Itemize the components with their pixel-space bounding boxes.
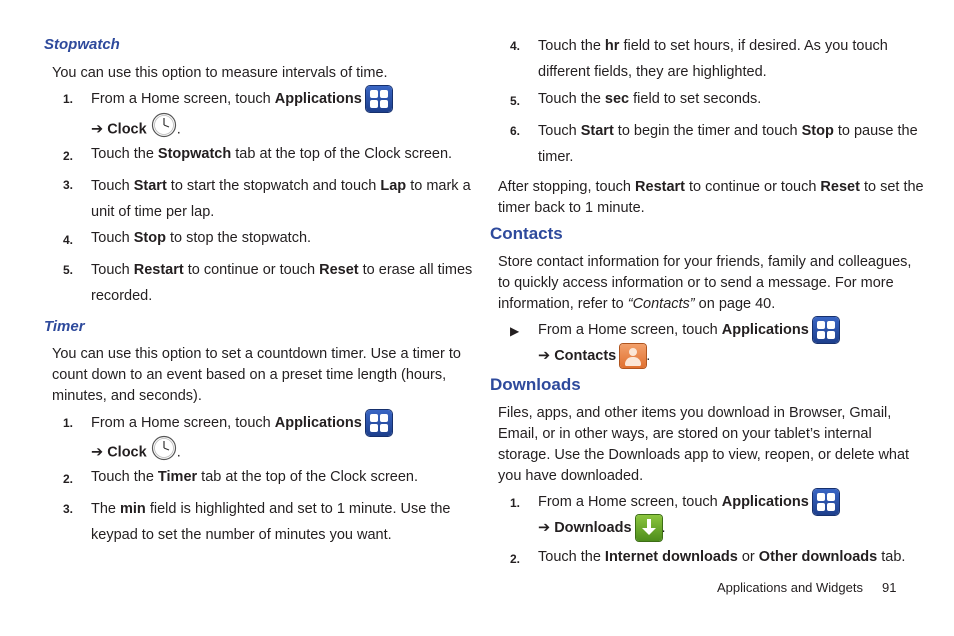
applications-icon [813, 317, 839, 343]
timer-heading: Timer [44, 318, 85, 335]
step-text: From a Home screen, touch Applications [538, 317, 839, 343]
step-number: 2. [510, 552, 521, 566]
step-number: 4. [510, 39, 521, 53]
step-text: Touch the sec field to set seconds. [538, 91, 762, 107]
step-number: 2. [63, 472, 74, 486]
step-number: 3. [63, 178, 74, 192]
step-sub: ➔ Downloads . [538, 515, 666, 541]
step-text: From a Home screen, touch Applications [91, 410, 392, 436]
bullet-icon: ▶ [510, 324, 520, 338]
step-number: 2. [63, 149, 74, 163]
step-text: The min field is highlighted and set to 1 minute. Use the keypad to set the number of minutes you want. [91, 501, 451, 543]
contacts-heading: Contacts [490, 224, 563, 243]
step-text: Touch Start to begin the timer and touch Stop to pause the timer. [538, 123, 918, 165]
stopwatch-intro: You can use this option to measure intervals of time. [52, 65, 388, 81]
applications-icon [366, 410, 392, 436]
downloads-icon [636, 515, 662, 541]
step-text: Touch the Internet downloads or Other downloads tab. [538, 549, 906, 565]
step-sub: ➔ Contacts . [538, 343, 650, 369]
step-text: Touch Restart to continue or touch Reset to erase all times recorded. [91, 262, 473, 304]
page-number: 91 [882, 580, 897, 595]
contacts-icon [620, 344, 646, 368]
step-number: 5. [510, 94, 521, 108]
step-text: Touch Start to start the stopwatch and touch Lap to mark a unit of time per lap. [91, 178, 471, 220]
step-number: 6. [510, 124, 521, 138]
clock-icon [151, 435, 177, 470]
applications-icon [813, 489, 839, 515]
step-text: From a Home screen, touch Applications [91, 86, 392, 112]
footer-section-title: Applications and Widgets [717, 580, 863, 595]
step-sub: ➔ Clock . [91, 112, 181, 138]
clock-icon [151, 112, 177, 147]
step-text: Touch the Timer tab at the top of the Clock screen. [91, 469, 419, 485]
step-number: 5. [63, 263, 74, 277]
downloads-intro: Files, apps, and other items you download in Browser, Gmail, Email, or in other ways, are stored on your tablet’s internal storage. Use the Downloads app to view, reopen, or delete what you have downloaded. [498, 405, 910, 484]
step-sub: ➔ Clock . [91, 435, 181, 461]
step-text: Touch the hr field to set hours, if desired. As you touch different fields, they are highlighted. [538, 38, 888, 80]
contacts-intro: Store contact information for your friends, family and colleagues, to quickly access information or to send a message. For more information, refer to “Contacts” on page 40. [498, 254, 912, 312]
applications-icon [366, 86, 392, 112]
step-text: From a Home screen, touch Applications [538, 489, 839, 515]
downloads-heading: Downloads [490, 375, 581, 394]
step-number: 3. [63, 502, 74, 516]
after-stopping-text: After stopping, touch Restart to continue or touch Reset to set the timer back to 1 minute. [498, 179, 924, 216]
step-number: 1. [63, 92, 74, 106]
step-number: 1. [510, 496, 521, 510]
timer-intro: You can use this option to set a countdown timer. Use a timer to count down to an event based on a preset time length (hours, minutes, and seconds). [52, 346, 461, 404]
step-text: Touch the Stopwatch tab at the top of the Clock screen. [91, 146, 453, 162]
step-text: Touch Stop to stop the stopwatch. [91, 230, 312, 246]
stopwatch-heading: Stopwatch [44, 36, 120, 53]
step-number: 1. [63, 416, 74, 430]
step-number: 4. [63, 233, 74, 247]
